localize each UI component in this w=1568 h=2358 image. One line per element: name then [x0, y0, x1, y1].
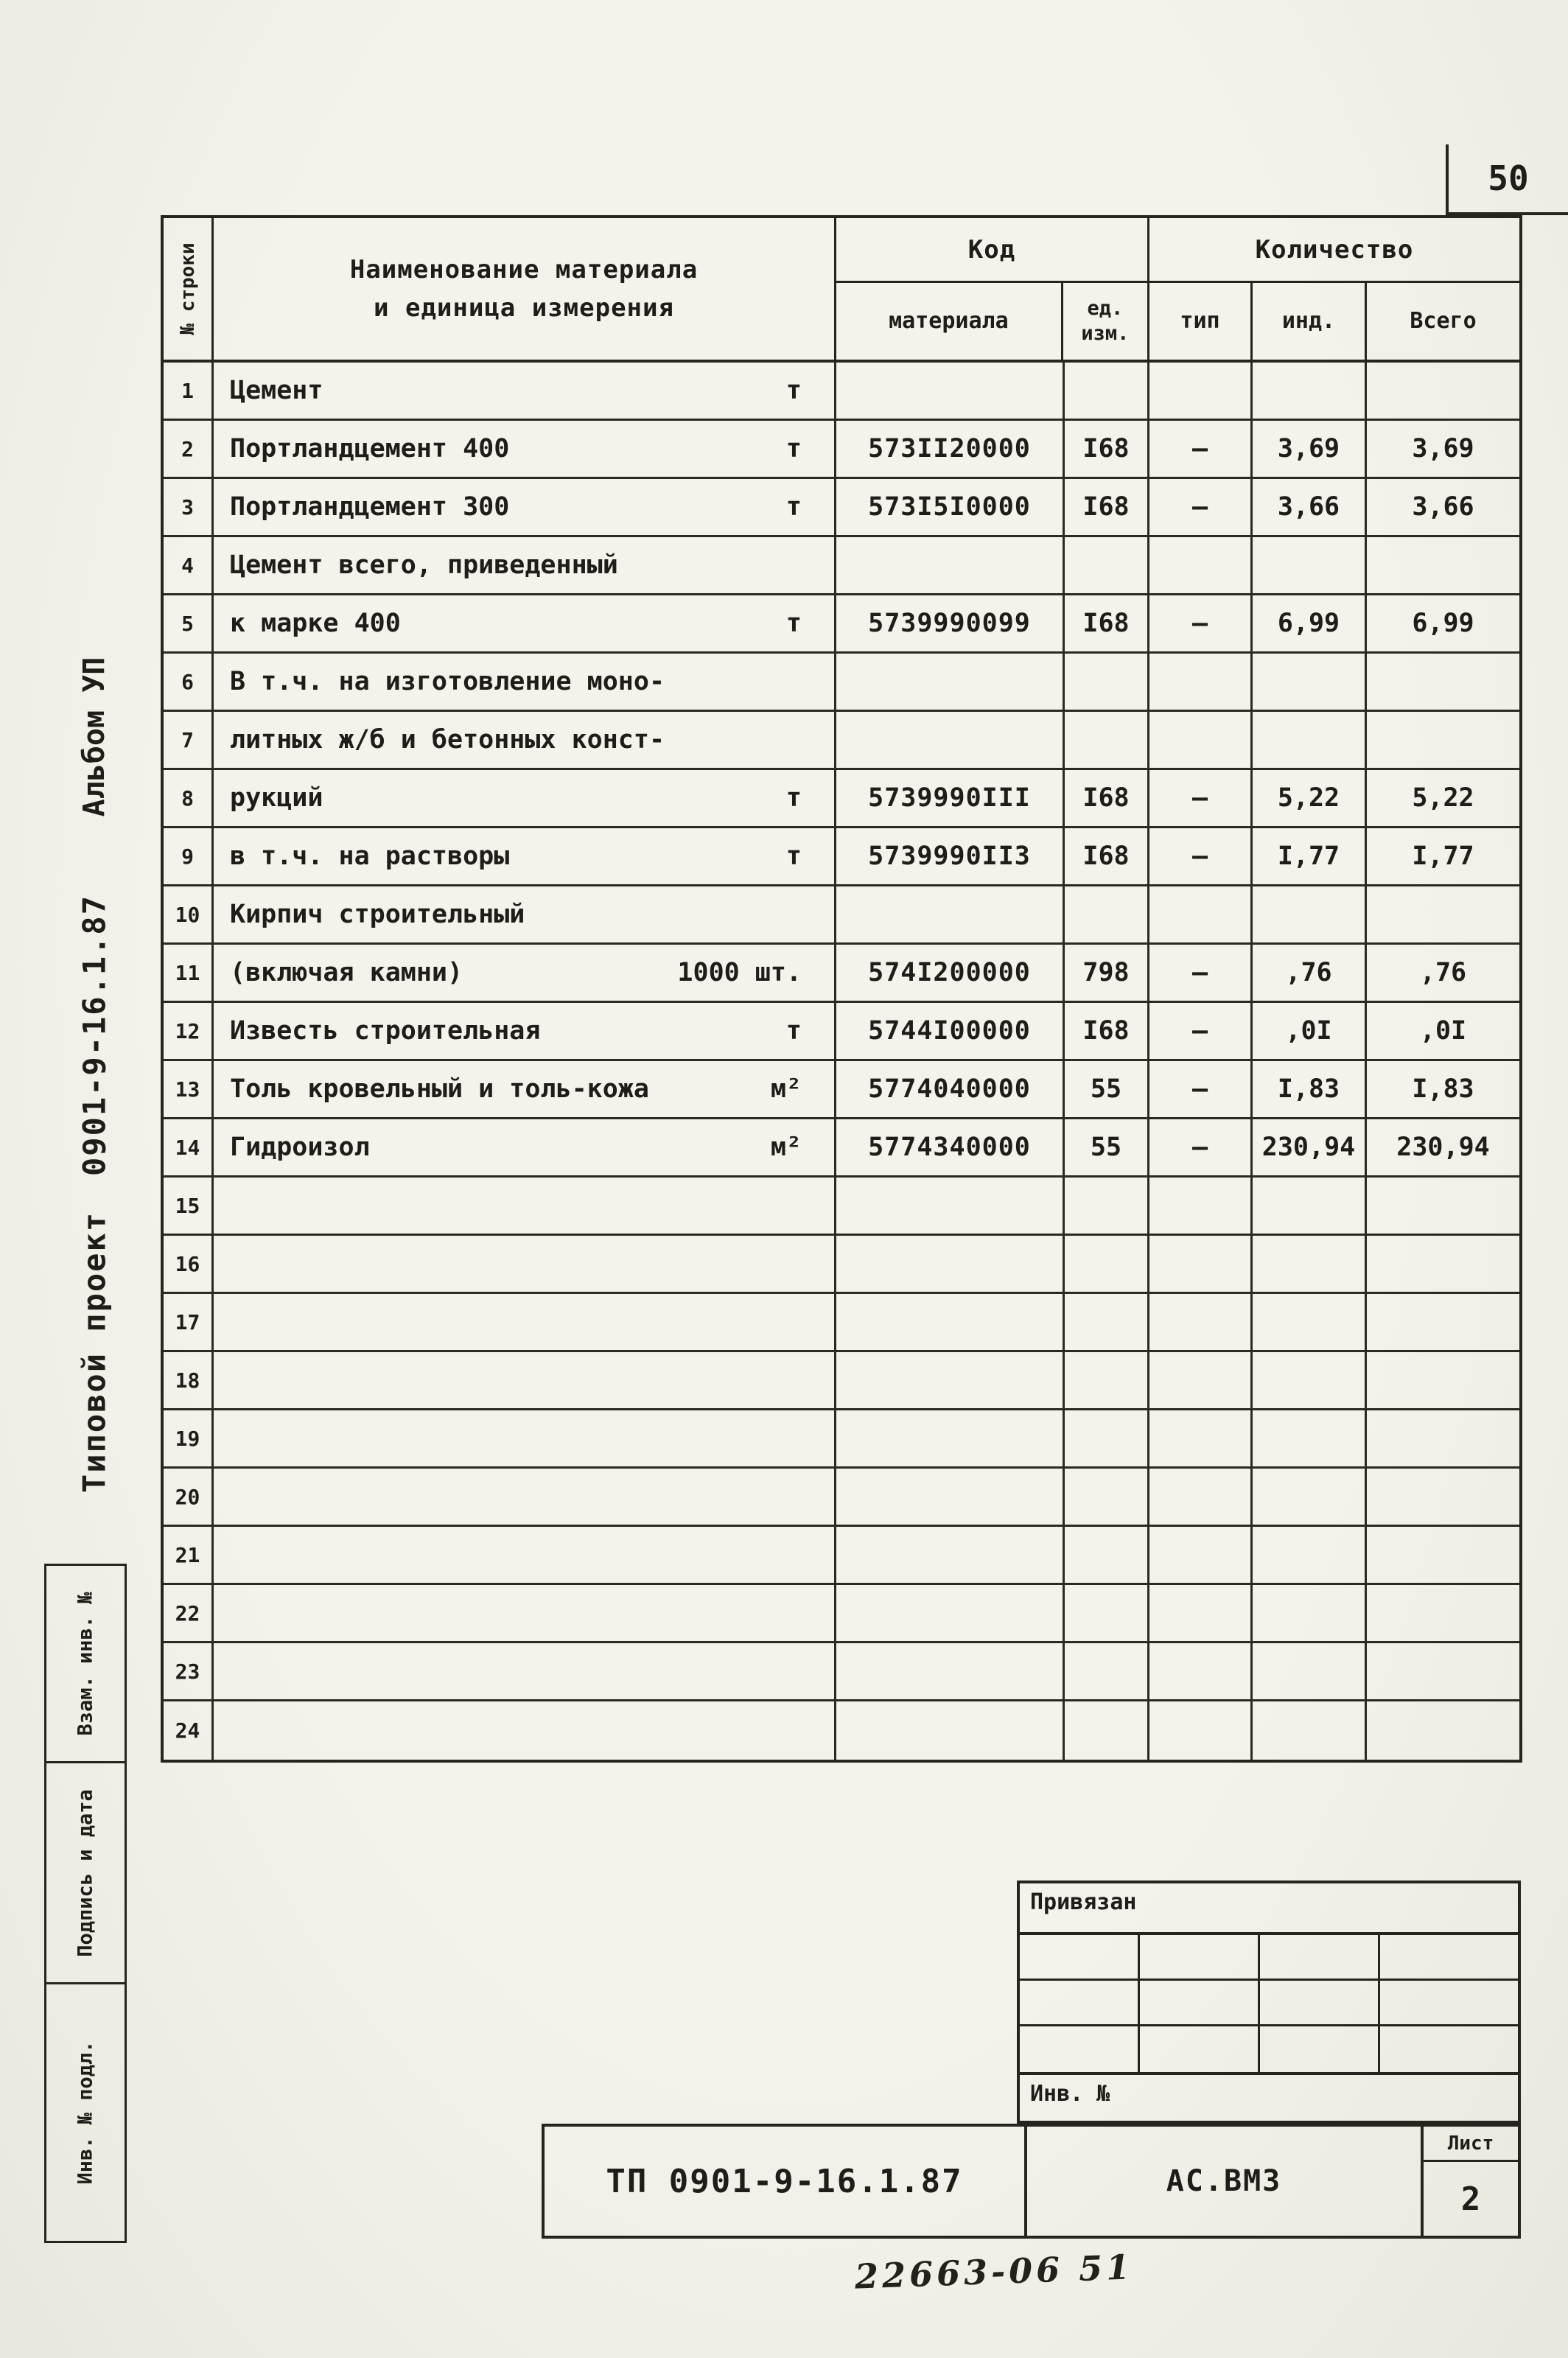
table-row — [164, 1585, 1519, 1643]
table-row — [164, 479, 1519, 537]
unit-code — [1065, 1236, 1149, 1292]
table-row — [164, 1236, 1519, 1294]
qty-type — [1149, 654, 1253, 710]
stamp-doc-code: ТП 0901-9-16.1.87 — [545, 2127, 1027, 2236]
row-number: 21 — [164, 1527, 214, 1583]
stamp-main-row — [542, 2124, 1521, 2239]
table-row — [164, 654, 1519, 712]
row-number: 15 — [164, 1178, 214, 1234]
table-row — [164, 537, 1519, 595]
table-row — [164, 1119, 1519, 1178]
material-name: рукций — [230, 783, 323, 813]
unit-code: 55 — [1065, 1119, 1149, 1175]
qty-total: 6,99 — [1412, 609, 1474, 638]
qty-ind — [1253, 1352, 1367, 1408]
qty-type: – — [1149, 1061, 1253, 1117]
qty-ind — [1253, 1410, 1367, 1466]
material-unit: т — [785, 842, 802, 871]
row-number: 9 — [164, 828, 214, 884]
qty-ind: I,77 — [1253, 828, 1367, 884]
grid-cell — [1140, 1981, 1260, 2026]
frame-box-inv — [46, 1984, 125, 2241]
qty-ind: 5,22 — [1253, 770, 1367, 826]
grid-cell — [1380, 1981, 1518, 2026]
qty-ind — [1253, 1643, 1367, 1699]
header-row-number — [164, 218, 214, 360]
stamp-sheet-number: 2 — [1460, 2180, 1481, 2218]
table-row — [164, 770, 1519, 828]
table-row — [164, 1294, 1519, 1352]
qty-type: – — [1149, 421, 1253, 477]
material-unit: т — [785, 609, 802, 638]
material-name-cell — [214, 712, 836, 768]
material-code — [836, 1701, 1065, 1760]
qty-ind — [1253, 712, 1367, 768]
stamp-inv-box — [1017, 2075, 1521, 2124]
header-qty-ind: инд. — [1253, 283, 1367, 360]
qty-ind: ,0I — [1253, 1003, 1367, 1059]
qty-type: – — [1149, 479, 1253, 535]
materials-rows — [164, 363, 1519, 1760]
grid-cell — [1020, 2026, 1140, 2072]
grid-cell — [1020, 1981, 1140, 2026]
material-name: В т.ч. на изготовление моно- — [230, 667, 665, 696]
material-name-cell — [214, 654, 836, 710]
material-name: в т.ч. на растворы — [230, 842, 510, 871]
material-code — [836, 1469, 1065, 1525]
row-number: 24 — [164, 1701, 214, 1760]
qty-ind — [1253, 1236, 1367, 1292]
grid-cell — [1260, 1935, 1380, 1981]
unit-code: I68 — [1065, 595, 1149, 651]
stamp-inv-label: Инв. № — [1030, 2081, 1110, 2107]
header-unit — [1063, 283, 1147, 360]
row-number: 7 — [164, 712, 214, 768]
row-number: 2 — [164, 421, 214, 477]
unit-code — [1065, 886, 1149, 942]
row-number: 11 — [164, 945, 214, 1001]
row-number: 1 — [164, 363, 214, 419]
material-name: Цемент всего, приведенный — [230, 550, 618, 580]
header-code-group — [836, 218, 1149, 360]
row-number: 23 — [164, 1643, 214, 1699]
qty-type: – — [1149, 595, 1253, 651]
grid-cell — [1140, 2026, 1260, 2072]
header-row-number-label: № строки — [176, 242, 199, 335]
qty-total — [1367, 537, 1519, 593]
qty-ind — [1253, 537, 1367, 593]
table-row — [164, 595, 1519, 654]
row-number: 18 — [164, 1352, 214, 1408]
qty-type — [1149, 363, 1253, 419]
material-name: к марке 400 — [230, 609, 401, 638]
qty-type — [1149, 1469, 1253, 1525]
qty-ind — [1253, 654, 1367, 710]
qty-ind — [1253, 1178, 1367, 1234]
table-row — [164, 1701, 1519, 1760]
qty-ind — [1253, 363, 1367, 419]
unit-code — [1065, 363, 1149, 419]
material-unit: т — [785, 434, 802, 463]
header-qty-type: тип — [1149, 283, 1253, 360]
unit-code: I68 — [1065, 421, 1149, 477]
material-code: 5739990III — [836, 770, 1065, 826]
unit-code — [1065, 1701, 1149, 1760]
stamp-sheet-label: Лист — [1424, 2127, 1518, 2162]
qty-total — [1367, 712, 1519, 768]
unit-code: I68 — [1065, 479, 1149, 535]
unit-code: I68 — [1065, 770, 1149, 826]
row-number: 20 — [164, 1469, 214, 1525]
qty-total — [1367, 1410, 1519, 1466]
stamp-privyazan-box — [1017, 1881, 1521, 1935]
frame-box-podpis — [46, 1763, 125, 1984]
material-name-cell — [214, 1178, 836, 1234]
qty-total: I,83 — [1412, 1074, 1474, 1104]
material-name-cell — [214, 1294, 836, 1350]
material-code: 5739990099 — [836, 595, 1065, 651]
material-unit: т — [785, 783, 802, 813]
material-code — [836, 1236, 1065, 1292]
qty-type: – — [1149, 1119, 1253, 1175]
material-name-cell — [214, 1410, 836, 1466]
qty-total — [1367, 1294, 1519, 1350]
table-row — [164, 712, 1519, 770]
material-code: 573II20000 — [836, 421, 1065, 477]
row-number: 4 — [164, 537, 214, 593]
material-name-cell — [214, 945, 836, 1001]
qty-total — [1367, 363, 1519, 419]
qty-total — [1367, 1352, 1519, 1408]
qty-type — [1149, 537, 1253, 593]
qty-type — [1149, 1178, 1253, 1234]
row-number: 5 — [164, 595, 214, 651]
row-number: 3 — [164, 479, 214, 535]
qty-total — [1367, 1527, 1519, 1583]
material-name-cell — [214, 421, 836, 477]
material-name-cell — [214, 828, 836, 884]
material-name-cell — [214, 770, 836, 826]
qty-total — [1367, 886, 1519, 942]
table-row — [164, 1061, 1519, 1119]
material-name: Кирпич строительный — [230, 900, 525, 929]
material-code: 5739990II3 — [836, 828, 1065, 884]
frame-box-inv-label: Инв. № подл. — [74, 2040, 97, 2185]
qty-total: ,0I — [1419, 1016, 1467, 1046]
qty-type: – — [1149, 1003, 1253, 1059]
material-name: Гидроизол — [230, 1133, 370, 1162]
header-unit-line2: изм. — [1081, 322, 1130, 345]
material-name: литных ж/б и бетонных конст- — [230, 725, 665, 755]
material-code — [836, 1643, 1065, 1699]
qty-ind: 3,66 — [1253, 479, 1367, 535]
material-name-cell — [214, 1352, 836, 1408]
qty-total: 3,69 — [1412, 434, 1474, 463]
header-qty-group-label: Количество — [1149, 218, 1519, 283]
material-name: Портландцемент 400 — [230, 434, 510, 463]
material-name: Цемент — [230, 376, 323, 405]
grid-cell — [1020, 1935, 1140, 1981]
unit-code — [1065, 1178, 1149, 1234]
qty-total — [1367, 1701, 1519, 1760]
material-code: 574I200000 — [836, 945, 1065, 1001]
table-row — [164, 945, 1519, 1003]
material-unit: т — [785, 376, 802, 405]
qty-ind: I,83 — [1253, 1061, 1367, 1117]
material-name-cell — [214, 479, 836, 535]
unit-code — [1065, 654, 1149, 710]
unit-code — [1065, 1527, 1149, 1583]
table-row — [164, 1003, 1519, 1061]
material-name: Известь строительная — [230, 1016, 541, 1046]
header-unit-line1: ед. — [1087, 297, 1124, 320]
unit-code: 798 — [1065, 945, 1149, 1001]
material-name-cell — [214, 1527, 836, 1583]
qty-ind: 6,99 — [1253, 595, 1367, 651]
table-row — [164, 1469, 1519, 1527]
unit-code — [1065, 712, 1149, 768]
table-row — [164, 421, 1519, 479]
stamp-sheet-block — [1424, 2127, 1518, 2236]
grid-cell — [1260, 1981, 1380, 2026]
row-number: 16 — [164, 1236, 214, 1292]
header-material-name-line1: Наименование материала — [349, 255, 699, 284]
material-code — [836, 1585, 1065, 1641]
table-row — [164, 363, 1519, 421]
material-code — [836, 654, 1065, 710]
material-code — [836, 1178, 1065, 1234]
stamp-doc-type: АС.ВМ3 — [1027, 2127, 1424, 2236]
qty-type: – — [1149, 828, 1253, 884]
unit-code — [1065, 1352, 1149, 1408]
frame-box-vzam-label: Взам. инв. № — [74, 1591, 97, 1736]
qty-type: – — [1149, 770, 1253, 826]
header-qty-total: Всего — [1410, 308, 1477, 334]
unit-code — [1065, 1643, 1149, 1699]
header-qty-group — [1149, 218, 1519, 360]
qty-type — [1149, 1643, 1253, 1699]
qty-total — [1367, 1469, 1519, 1525]
qty-total — [1367, 1236, 1519, 1292]
material-code: 5774040000 — [836, 1061, 1065, 1117]
qty-total: ,76 — [1419, 958, 1467, 987]
material-code — [836, 1294, 1065, 1350]
row-number: 6 — [164, 654, 214, 710]
project-code-label: 0901-9-16.1.87 — [76, 894, 113, 1177]
grid-cell — [1380, 1935, 1518, 1981]
unit-code — [1065, 1469, 1149, 1525]
unit-code — [1065, 1585, 1149, 1641]
unit-code — [1065, 1294, 1149, 1350]
stamp-privyazan-label: Привязан — [1030, 1889, 1137, 1915]
frame-boxes-column — [44, 1564, 127, 2243]
material-name-cell — [214, 1643, 836, 1699]
material-code: 573I5I0000 — [836, 479, 1065, 535]
row-number: 13 — [164, 1061, 214, 1117]
material-name-cell — [214, 1585, 836, 1641]
qty-ind — [1253, 1469, 1367, 1525]
qty-ind: ,76 — [1253, 945, 1367, 1001]
row-number: 10 — [164, 886, 214, 942]
qty-ind: 3,69 — [1253, 421, 1367, 477]
material-unit: м² — [770, 1074, 802, 1104]
material-name-cell — [214, 1119, 836, 1175]
unit-code: 55 — [1065, 1061, 1149, 1117]
material-code: 5744I00000 — [836, 1003, 1065, 1059]
qty-total: 230,94 — [1396, 1133, 1490, 1162]
row-number: 22 — [164, 1585, 214, 1641]
qty-type — [1149, 712, 1253, 768]
material-name-cell — [214, 363, 836, 419]
unit-code — [1065, 1410, 1149, 1466]
qty-total — [1367, 1585, 1519, 1641]
qty-type — [1149, 1236, 1253, 1292]
qty-ind: 230,94 — [1253, 1119, 1367, 1175]
material-name-cell — [214, 537, 836, 593]
row-number: 12 — [164, 1003, 214, 1059]
qty-type — [1149, 886, 1253, 942]
header-material-name — [214, 218, 836, 360]
page-number-box — [1446, 144, 1568, 215]
unit-code — [1065, 537, 1149, 593]
qty-type — [1149, 1294, 1253, 1350]
qty-total: 3,66 — [1412, 492, 1474, 522]
qty-ind — [1253, 886, 1367, 942]
qty-ind — [1253, 1585, 1367, 1641]
header-code-group-label: Код — [836, 218, 1147, 283]
table-row — [164, 1352, 1519, 1410]
qty-ind — [1253, 1527, 1367, 1583]
material-name-cell — [214, 595, 836, 651]
grid-cell — [1260, 2026, 1380, 2072]
qty-total — [1367, 1643, 1519, 1699]
material-code — [836, 1410, 1065, 1466]
unit-code: I68 — [1065, 1003, 1149, 1059]
qty-type — [1149, 1701, 1253, 1760]
row-number: 19 — [164, 1410, 214, 1466]
album-label: Альбом УП — [77, 657, 111, 817]
materials-table — [161, 215, 1522, 1763]
material-unit: т — [785, 1016, 802, 1046]
project-series-label: Типовой проект — [76, 1211, 113, 1494]
material-name-cell — [214, 1061, 836, 1117]
qty-type — [1149, 1585, 1253, 1641]
qty-type: – — [1149, 945, 1253, 1001]
unit-code: I68 — [1065, 828, 1149, 884]
grid-cell — [1380, 2026, 1518, 2072]
material-unit: 1000 шт. — [677, 958, 802, 987]
row-number: 8 — [164, 770, 214, 826]
frame-box-podpis-label: Подпись и дата — [74, 1788, 97, 1957]
material-unit: т — [785, 492, 802, 522]
header-material-name-line2: и единица измерения — [374, 293, 674, 323]
qty-total: I,77 — [1412, 842, 1474, 871]
row-number: 17 — [164, 1294, 214, 1350]
qty-ind — [1253, 1294, 1367, 1350]
qty-type — [1149, 1352, 1253, 1408]
material-code: 5774340000 — [836, 1119, 1065, 1175]
qty-total — [1367, 654, 1519, 710]
table-row — [164, 1410, 1519, 1469]
qty-total: 5,22 — [1412, 783, 1474, 813]
material-unit: м² — [770, 1133, 802, 1162]
header-code-material: материала — [836, 283, 1063, 360]
stamp-signature-grid — [1017, 1935, 1521, 2075]
grid-cell — [1140, 1935, 1260, 1981]
material-name: Портландцемент 300 — [230, 492, 510, 522]
row-number: 14 — [164, 1119, 214, 1175]
material-name-cell — [214, 1469, 836, 1525]
material-code — [836, 1527, 1065, 1583]
material-name-cell — [214, 1003, 836, 1059]
table-header — [164, 218, 1519, 363]
table-row — [164, 886, 1519, 945]
material-code — [836, 363, 1065, 419]
material-code — [836, 1352, 1065, 1408]
qty-type — [1149, 1527, 1253, 1583]
material-code — [836, 712, 1065, 768]
material-name: Толь кровельный и толь-кожа — [230, 1074, 649, 1104]
page-number: 50 — [1488, 158, 1529, 198]
frame-box-vzam — [46, 1566, 125, 1763]
material-code — [836, 886, 1065, 942]
qty-ind — [1253, 1701, 1367, 1760]
material-name-cell — [214, 1701, 836, 1760]
material-name-cell — [214, 886, 836, 942]
table-row — [164, 828, 1519, 886]
table-row — [164, 1527, 1519, 1585]
table-row — [164, 1643, 1519, 1701]
table-row — [164, 1178, 1519, 1236]
qty-type — [1149, 1410, 1253, 1466]
material-name-cell — [214, 1236, 836, 1292]
qty-total — [1367, 1178, 1519, 1234]
handwritten-note: 22663-06 51 — [854, 2247, 1134, 2297]
material-code — [836, 537, 1065, 593]
material-name: (включая камни) — [230, 958, 463, 987]
